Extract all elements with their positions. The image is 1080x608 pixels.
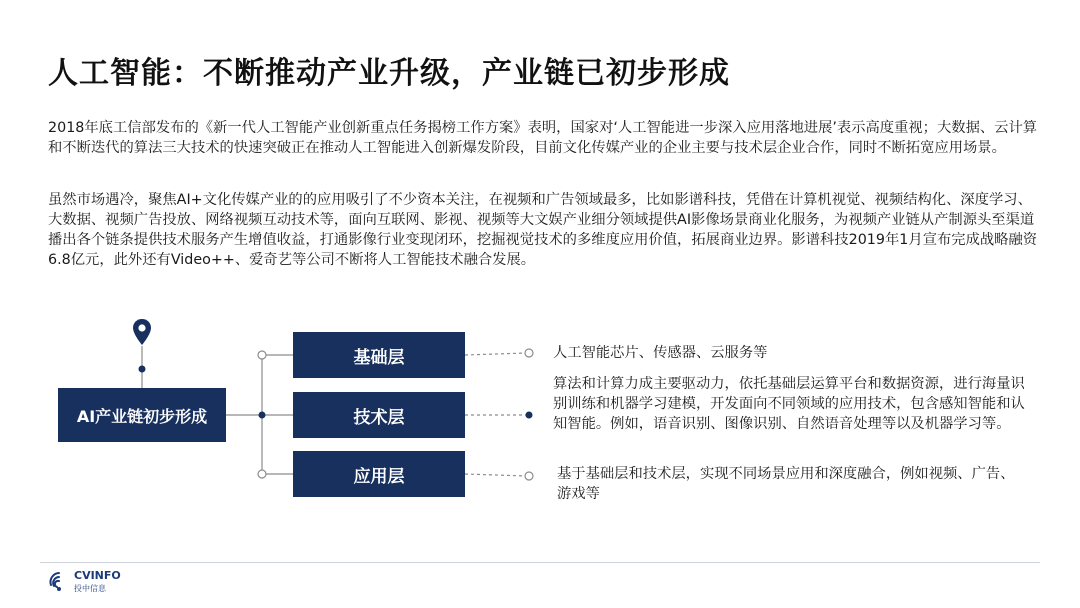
cvinfo-logo-icon xyxy=(48,570,70,592)
intro-paragraph: 2018年底工信部发布的《新一代人工智能产业创新重点任务揭榜工作方案》表明，国家对‘人工智能进一步深入应用落地进展’表示高度重视；大数据、云计算和不断迭代的算法三大技术的快速突破正在推动人工智能进入创新爆发阶段，目前文化传媒产业的企业主要与技术层企业合作，同时不断拓宽应用场景。 xyxy=(48,120,1038,156)
logo-subtext: 投中信息 xyxy=(74,584,106,593)
location-pin-icon xyxy=(132,318,152,346)
desc-2-dot xyxy=(525,472,533,480)
layer-0-dot xyxy=(258,351,266,359)
pin-dot xyxy=(139,366,146,373)
layer-foundation-description: 人工智能芯片、传感器、云服务等 xyxy=(553,345,768,361)
desc-0-connector xyxy=(465,353,526,355)
market-paragraph: 虽然市场遇冷，聚焦AI+文化传媒产业的的应用吸引了不少资本关注，在视频和广告领域最多，比如影谱科技，凭借在计算机视觉、视频结构化、深度学习、大数据、视频广告投放、网络视频互动技术等，面向互联网、影视、视频等大文娱产业细分领域提供AI影像场景商业化服务，为视频产业链从产制源头至渠道播出各个链条提供技术服务产生增值收益，打通影像行业变现闭环，挖掘视觉技术的多维度应用价值，拓展商业边界。影谱科技2019年1月宣布完成战略融资6.8亿元，此外还有Video++、爱奇艺等公司不断将人工智能技术融合发展。 xyxy=(48,192,1038,268)
footer-divider xyxy=(40,562,1040,563)
layer-application: 应用层 xyxy=(293,451,465,497)
layer-foundation: 基础层 xyxy=(293,332,465,378)
desc-1-dot xyxy=(526,412,533,419)
desc-2-connector xyxy=(465,474,526,476)
layer-2-dot xyxy=(258,470,266,478)
desc-0-dot xyxy=(525,349,533,357)
page-title: 人工智能：不断推动产业升级，产业链已初步形成 xyxy=(48,56,730,91)
layer-application-description: 基于基础层和技术层，实现不同场景应用和深度融合，例如视频、广告、游戏等 xyxy=(557,466,1015,502)
logo-text: CVINFO xyxy=(74,569,121,582)
root-node: AI产业链初步形成 xyxy=(58,388,226,442)
layer-technology-description: 算法和计算力成主要驱动力，依托基础层运算平台和数据资源，进行海量识别训练和机器学习建模，开发面向不同领域的应用技术，包含感知智能和认知智能。例如，语音识别、图像识别、自然语音处理等以及机器学习等。 xyxy=(553,376,1025,432)
bracket-dot xyxy=(259,412,266,419)
layer-technology: 技术层 xyxy=(293,392,465,438)
